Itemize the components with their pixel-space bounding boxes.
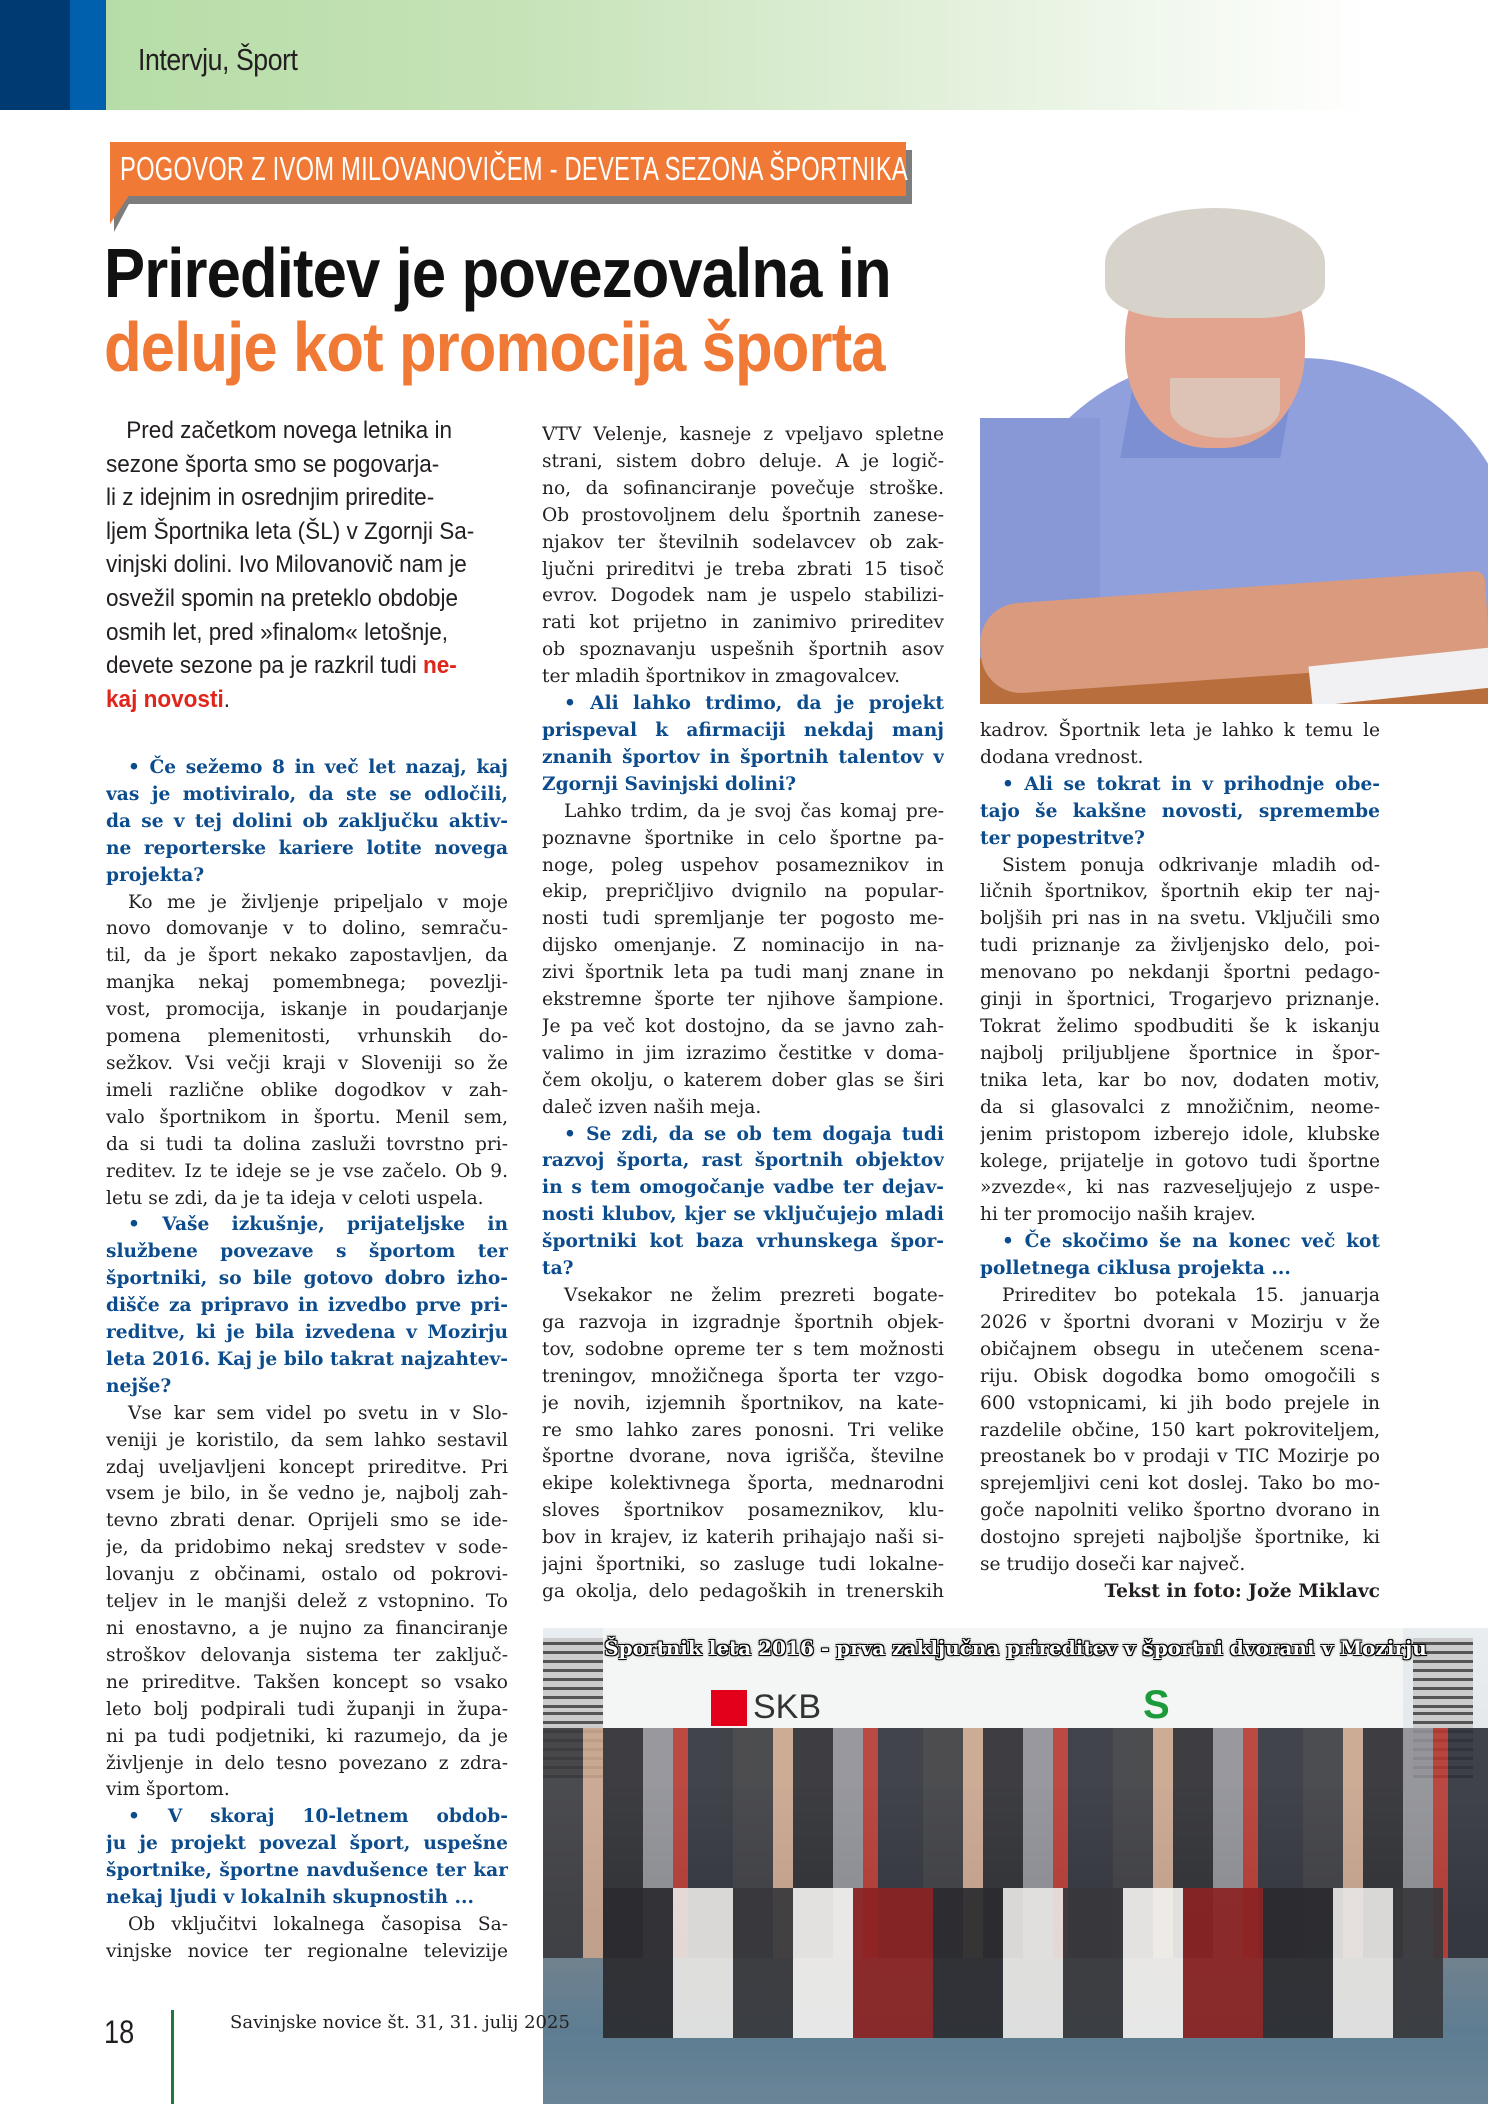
answer-line: menovano po nekdanji športni pedago- (980, 962, 1380, 984)
photo-front-row (603, 1888, 1443, 2038)
answer-line: Vse kar sem videl po svetu in v Slo- (128, 1402, 508, 1424)
question-line: tajo še kakšne novosti, spremembe (980, 800, 1380, 822)
skb-logo-icon (711, 1690, 747, 1726)
question-line: ju je projekt povezal šport, uspešne (106, 1833, 508, 1855)
answer-line: da si tudi ta dolina zasluži tovrstno pri- (106, 1133, 508, 1155)
answer-line: 600 vstopnicami, ki jih bodo prejele in (980, 1392, 1380, 1414)
lead-line: devete sezone pa je razkril tudi ne- (106, 652, 457, 680)
lead-highlight: kaj novosti (106, 685, 224, 713)
answer-line: hi ter promocijo naših krajev. (980, 1204, 1256, 1226)
headline (104, 236, 891, 384)
answer-line: »zvezde«, ki nas razveseljujejo z uspe- (980, 1177, 1380, 1199)
lead-highlight: ne- (422, 652, 457, 680)
answer-line: re smo lahko zares ponosni. Tri velike (542, 1419, 944, 1441)
question-line: • Če skočimo še na konec več kot (1002, 1231, 1380, 1253)
question-line: projekta? (106, 864, 205, 886)
answer-line: Lahko trdim, da je svoj čas komaj pre- (564, 800, 944, 822)
header-accent-blue (70, 0, 106, 110)
answer-line: vsem je bilo, in še vedno je, najbolj zah- (106, 1483, 508, 1505)
answer-line: Prireditev bo potekala 15. januarja (1002, 1285, 1380, 1307)
question-line: znanih športov in športnih talentov v (542, 746, 944, 768)
answer-line: da si glasovalci z množičnim, neome- (980, 1096, 1380, 1118)
answer-line: lovanju z občinami, ostalo od pokrovi- (106, 1564, 508, 1586)
question-line: športnike, športne navdušence ter kar (106, 1860, 508, 1882)
answer-line: boljših pri nas in na svetu. Vključili smo (980, 908, 1380, 930)
question-line: da se v tej dolini ob zaključku aktiv- (106, 810, 508, 832)
answer-line: dijsko omenjanje. Z nominacijo in na- (542, 935, 944, 957)
footer-divider (171, 2010, 174, 2104)
answer-line: letu se zdi, da je ta ideja v celoti uspela. (106, 1187, 484, 1209)
answer-line: valo športnikom in športu. Menil sem, (106, 1106, 508, 1128)
answer-line: ni enostavno, a je nujno za financiranje (106, 1618, 508, 1639)
answer-line: strani, sistem dobro deluje. A je logič- (542, 450, 944, 472)
question-line: nejše? (106, 1375, 172, 1397)
question-line: nekaj ljudi v lokalnih skupnostih ... (106, 1887, 474, 1909)
kicker-banner (110, 142, 972, 196)
answer-line: tov, sodobne opreme ter s tem možnosti (542, 1338, 944, 1360)
question-line: ne reporterske kariere lotite novega (106, 837, 508, 859)
answer-line: vim športom. (106, 1779, 230, 1801)
question-line: • Se zdi, da se ob tem dogaja tudi (564, 1123, 944, 1145)
lead-line: vinjski dolini. Ivo Milovanovič nam je (106, 551, 467, 579)
answer-line: razdelile občine, 150 kart pokroviteljem, (980, 1419, 1380, 1441)
answer-line: teljev in le manjši delež z vstopnino. To (106, 1591, 508, 1613)
answer-line: življenje in delo tesno povezano z zdra- (106, 1752, 508, 1774)
header-accent-dark (0, 0, 70, 110)
question-line: leta 2016. Kaj je bilo takrat najzahtev- (106, 1348, 508, 1370)
answer-line: sloves športnikov posameznikov, klu- (542, 1500, 944, 1522)
lead-line: kaj novosti. (106, 685, 231, 713)
question-line: razvoj športa, rast športnih objektov (542, 1150, 944, 1172)
kicker-text: POGOVOR Z IVOM MILOVANOVIČEM - DEVETA SEZONA ŠPORTNIKA LETA (120, 150, 972, 187)
answer-line: sprejemljivi ceni kot doslej. Tako bo mo- (980, 1473, 1380, 1495)
answer-line: ni pa tudi podjetniki, ki razumejo, da je (106, 1725, 508, 1747)
answer-line: leto bolj podpirali tudi županji in župa- (106, 1698, 508, 1720)
question-line: športniki, so bile gotovo dobro izho- (106, 1268, 508, 1290)
question-line: ter popestritve? (980, 827, 1145, 849)
answer-line: daleč izven naših meja. (542, 1096, 762, 1118)
lead-line: sezone športa smo se pogovarja- (106, 450, 440, 478)
question-line: in s tem omogočanje vadbe ter dejav- (542, 1177, 944, 1199)
answer-line: manjka nekaj pomembnega; povezlji- (106, 972, 508, 994)
portrait-photo (980, 168, 1488, 704)
answer-line: Ko me je življenje pripeljalo v moje (128, 891, 508, 913)
answer-line: evrov. Dogodek nam je uspelo stabilizi- (542, 585, 944, 607)
question-line: ta? (542, 1258, 574, 1280)
answer-line: tudi priznanje za življenjsko delo, poi- (980, 935, 1380, 957)
question-line: prispeval k afirmaciji nekdaj manj (542, 719, 944, 741)
answer-line: njakov ter številnih sodelavcev ob zak- (542, 531, 944, 553)
answer-line: je novih, izjemnih športnikov, na kate- (542, 1392, 944, 1414)
answer-line: tevno zbrati denar. Oprijeli smo se ide- (106, 1510, 508, 1532)
question-line: polletnega ciklusa projekta ... (980, 1258, 1291, 1280)
question-line: reditve, ki je bila izvedena v Mozirju (106, 1322, 508, 1344)
answer-line: jajni športniki, so zasluge tudi lokalne- (542, 1554, 944, 1576)
answer-line: vost, promocija, iskanje in poudarjanje (106, 999, 508, 1021)
answer-line: Vsekakor ne želim prezreti bogate- (564, 1285, 944, 1306)
article-column-3 (980, 718, 1380, 1606)
question-line: športniki kot baza vrhunskega špor- (542, 1231, 944, 1253)
answer-line: ličnih športnikov, športnih ekip ter naj- (980, 881, 1380, 903)
headline-line-1: Prireditev je povezovalna in (104, 234, 891, 312)
answer-line: ob spoznavanju uspešnih športnih asov (542, 639, 944, 661)
answer-line: tnika leta, kar bo nov, dodaten motiv, (980, 1069, 1380, 1091)
sponsor-skb: SKB (753, 1688, 822, 1726)
question-line: • Ali se tokrat in v prihodnje obe- (1002, 773, 1380, 795)
answer-line: jenim pristopom izberejo idole, klubske (980, 1123, 1380, 1145)
question-line: • V skoraj 10-letnem obdob- (128, 1806, 508, 1828)
sponsor-logo: S (1143, 1683, 1170, 1727)
answer-line: Tokrat želimo spodbuditi še k iskanju (980, 1015, 1380, 1037)
answer-line: ne prireditve. Takšen koncept so vsako (106, 1671, 508, 1693)
answer-line: najbolj priljubljene športnice in špor- (980, 1042, 1380, 1064)
answer-line: sežkov. Vsi večji kraji v Sloveniji so že (106, 1052, 508, 1074)
answer-line: kadrov. Športnik leta je lahko k temu le (980, 720, 1380, 741)
answer-line: je, da pridobimo nekaj sredstev v sode- (106, 1537, 508, 1559)
answer-line: dostojno sprejeti najboljše športnike, ki (980, 1527, 1380, 1549)
answer-line: dodana vrednost. (980, 746, 1144, 768)
page-number: 18 (104, 2014, 135, 2050)
answer-line: goče napolniti veliko športno dvorano in (980, 1500, 1380, 1522)
answer-line: Ob vključitvi lokalnega časopisa Sa- (128, 1913, 508, 1935)
answer-line: novo domovanje v to dolino, semraču- (106, 918, 508, 940)
answer-line: nosti tudi spremljanje ter pogosto me- (542, 908, 944, 930)
author-credit: Tekst in foto: Jože Miklavc (1104, 1581, 1380, 1602)
question-line: službene povezave s športom ter (106, 1241, 508, 1263)
lead-line: Pred začetkom novega letnika in (126, 417, 453, 444)
answer-line: 2026 v športni dvorani v Mozirju v že (980, 1311, 1380, 1333)
article-column-2 (542, 422, 944, 1606)
answer-line: ter mladih športnikov in zmagovalcev. (542, 666, 901, 688)
answer-line: VTV Velenje, kasneje z vpeljavo spletne (542, 424, 944, 445)
answer-line: til, da je šport nekako zapostavljen, da (106, 945, 508, 967)
publication-info: Savinjske novice št. 31, 31. julij 2025 (230, 2012, 570, 2033)
answer-line: riju. Obisk dogodka bomo omogočili s (980, 1365, 1380, 1387)
lead-line: osvežil spomin na preteklo obdobje (106, 584, 459, 612)
answer-line: reditev. Iz te ideje se je vse začelo. Ob 9. (106, 1160, 508, 1182)
answer-line: noge, poleg uspehov posameznikov in (542, 854, 944, 876)
answer-line: imeli različne oblike dogodkov v zah- (106, 1079, 508, 1101)
question-line: dišče za pripravo in izvedbo prve pri- (106, 1295, 508, 1317)
answer-line: poznavne športnike in celo športne pa- (542, 827, 944, 849)
group-photo (543, 1628, 1488, 2104)
answer-line: ga razvoja in izgradnje športnih objek- (542, 1311, 944, 1333)
answer-line: rati kot prijetno in zanimivo prireditev (542, 612, 944, 634)
answer-line: ekipe kolektivnega športa, mednarodni (542, 1473, 944, 1495)
photo-caption: Športnik leta 2016 - prva zaključna prireditev v športni dvorani v Mozirju (604, 1636, 1427, 1660)
answer-line: Sistem ponuja odkrivanje mladih od- (1002, 854, 1380, 876)
section-label: Intervju, Šport (138, 42, 298, 77)
lead-line: ljem Športnika leta (ŠL) v Zgornji Sa- (106, 517, 475, 545)
question-line: nosti klubov, kjer se vključujejo mladi (542, 1204, 944, 1226)
answer-line: običajnem obsegu in utečenem scena- (980, 1338, 1380, 1360)
kicker-tail (110, 194, 130, 224)
answer-line: zivi športnik leta pa tudi manj znane in (542, 962, 944, 984)
answer-line: športne dvorane, nova igrišča, številne (542, 1446, 944, 1468)
question-line: vas je motiviralo, da ste se odločili, (106, 783, 508, 805)
answer-line: bov in krajev, iz katerih prihajajo naši si- (542, 1527, 944, 1549)
photo-hair (1105, 208, 1325, 318)
answer-line: no, da sofinanciranje povečuje stroške. (542, 477, 944, 499)
article-column-1 (106, 755, 508, 1966)
answer-line: se trudijo doseči kar največ. (980, 1554, 1246, 1576)
answer-line: ljučni prireditvi je treba zbrati 15 tisoč (542, 558, 944, 580)
answer-line: veniji je koristilo, da sem lahko sestavil (106, 1429, 508, 1451)
answer-line: valimo in jim izrazimo čestitke v doma- (542, 1042, 944, 1064)
lead-paragraph (106, 414, 508, 716)
answer-line: Je pa več kot dostojno, da se javno zah- (542, 1015, 944, 1037)
section-header (0, 0, 1488, 110)
answer-line: vinjske novice ter regionalne televizije (106, 1940, 508, 1962)
answer-line: ekip, prepričljivo dvignilo na popular- (542, 881, 944, 903)
answer-line: pomena plemenitosti, vrhunskih do- (106, 1026, 508, 1048)
answer-line: čem okolju, o katerem dober glas se širi (542, 1069, 944, 1091)
answer-line: Ob prostovoljnem delu športnih zanese- (542, 504, 944, 526)
answer-line: kolege, prijatelje in gotovo tudi športne (980, 1150, 1380, 1172)
lead-line: osmih let, pred »finalom« letošnje, (106, 618, 449, 646)
answer-line: ga okolja, delo pedagoških in trenerskih (542, 1580, 944, 1602)
answer-line: preostanek bo v prodaji v TIC Mozirje po (980, 1446, 1380, 1468)
answer-line: stroškov delovanja sistema ter zaključ- (106, 1644, 508, 1666)
question-line: • Vaše izkušnje, prijateljske in (128, 1214, 508, 1236)
question-line: • Če sežemo 8 in več let nazaj, kaj (128, 757, 508, 778)
answer-line: ekstremne športe ter njihove šampione. (542, 989, 944, 1011)
answer-line: treningov, množičnega športa ter vzgo- (542, 1365, 944, 1387)
question-line: • Ali lahko trdimo, da je projekt (564, 693, 944, 715)
answer-line: zdaj uveljavljeni koncept prireditve. Pri (106, 1456, 508, 1478)
headline-line-2: deluje kot promocija športa (104, 308, 885, 386)
question-line: Zgornji Savinjski dolini? (542, 773, 797, 795)
lead-line: li z idejnim in osrednjim priredite- (106, 484, 435, 512)
answer-line: ginji in športnici, Trogarjevo priznanje. (980, 989, 1380, 1011)
